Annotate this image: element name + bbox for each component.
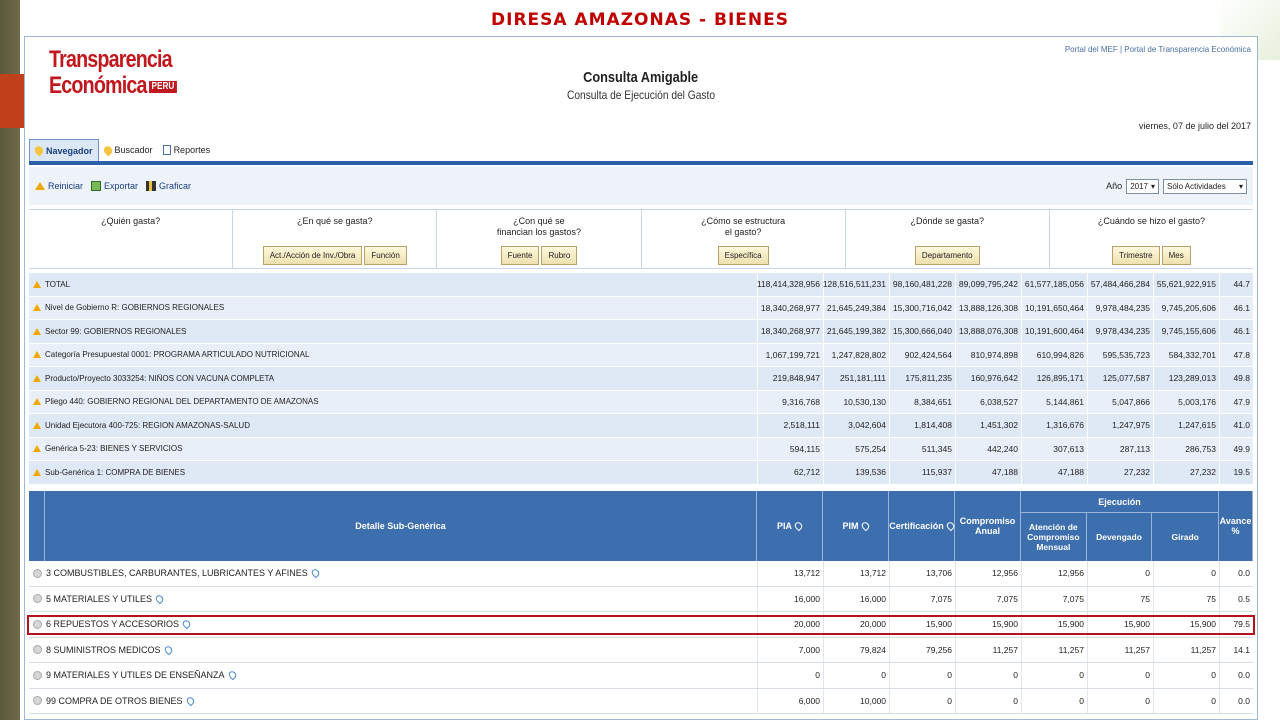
summary-cell: 5,047,866 (1087, 391, 1153, 414)
summary-cell: 27,232 (1087, 461, 1153, 484)
question-cuando-gasto: ¿Cuándo se hizo el gasto? Trimestre Mes (1050, 210, 1253, 268)
info-pin-icon[interactable] (185, 696, 196, 706)
page-title: Consulta Amigable (583, 69, 699, 86)
summary-row-label: Producto/Proyecto 3033254: NIÑOS CON VACUNA COMPLETA (45, 373, 275, 383)
col-certificacion[interactable]: Certificación (889, 491, 955, 561)
col-pim[interactable]: PIM (823, 491, 889, 561)
summary-row-label: Categoría Presupuestal 0001: PROGRAMA ARTICULADO NUTRICIONAL (45, 350, 310, 360)
col-avance[interactable]: Avance % (1219, 491, 1253, 561)
summary-cell: 6,038,527 (955, 391, 1021, 414)
tab-underline (29, 161, 1253, 165)
detail-row-label: 5 MATERIALES Y UTILES (46, 593, 153, 604)
dropdown-arrow-icon: ▾ (1150, 181, 1155, 191)
detail-row[interactable] (29, 689, 1253, 715)
summary-cell: 10,191,600,464 (1021, 320, 1087, 343)
question-row (29, 209, 1253, 269)
detail-cell: 13,712 (757, 561, 823, 586)
summary-cell: 123,289,013 (1153, 367, 1219, 390)
radio-icon[interactable] (33, 696, 42, 705)
detail-cell: 0.0 (1219, 663, 1253, 688)
radio-icon[interactable] (33, 645, 42, 654)
detail-cell: 0 (1153, 689, 1219, 714)
detail-table (29, 491, 1253, 714)
summary-cell: 160,976,642 (955, 367, 1021, 390)
summary-row[interactable] (29, 297, 1253, 321)
col-pia[interactable]: PIA (757, 491, 823, 561)
col-ejecucion: Ejecución (1021, 491, 1218, 513)
funcion-button[interactable]: Función (364, 246, 406, 265)
detail-cell: 79,824 (823, 638, 889, 663)
detail-row-label: 3 COMBUSTIBLES, CARBURANTES, LUBRICANTES Y AFINES (46, 568, 308, 579)
detail-cell: 0.0 (1219, 561, 1253, 586)
summary-row[interactable] (29, 367, 1253, 391)
summary-cell: 584,332,701 (1153, 344, 1219, 367)
detail-cell: 20,000 (823, 612, 889, 637)
col-devengado[interactable]: Devengado (1087, 513, 1153, 561)
summary-cell: 125,077,587 (1087, 367, 1153, 390)
summary-cell: 18,340,268,977 (757, 320, 823, 343)
summary-cell: 27,232 (1153, 461, 1219, 484)
slide-accent-block (0, 74, 24, 128)
detail-cell: 0 (889, 663, 955, 688)
rubro-button[interactable]: Rubro (541, 246, 577, 265)
summary-cell: 62,712 (757, 461, 823, 484)
dropdown-arrow-icon: ▾ (1238, 181, 1243, 191)
search-icon (102, 144, 114, 156)
summary-cell: 98,160,481,228 (889, 273, 955, 296)
question-en-que-gasta: ¿En qué se gasta? Act./Acción de Inv./Obra Función (233, 210, 437, 268)
summary-cell: 18,340,268,977 (757, 297, 823, 320)
year-filter (1106, 179, 1247, 194)
summary-cell: 115,937 (889, 461, 955, 484)
detail-cell: 79,256 (889, 638, 955, 663)
activity-filter-select[interactable]: Sólo Actividades ▾ (1163, 179, 1247, 194)
detail-cell: 11,257 (1153, 638, 1219, 663)
col-compromiso[interactable]: Compromiso Anual (955, 491, 1021, 561)
page-title-block (25, 69, 1257, 102)
detail-cell: 15,900 (955, 612, 1021, 637)
expand-icon[interactable] (33, 351, 41, 358)
detail-row-label: 8 SUMINISTROS MEDICOS (46, 644, 161, 655)
summary-cell: 902,424,564 (889, 344, 955, 367)
question-donde-gasta: ¿Dónde se gasta? Departamento (846, 210, 1050, 268)
col-detalle: Detalle Sub-Genérica (45, 491, 757, 561)
summary-cell: 15,300,716,042 (889, 297, 955, 320)
logo-badge: PERU (149, 81, 177, 93)
detail-cell: 16,000 (823, 587, 889, 612)
summary-cell: 139,536 (823, 461, 889, 484)
col-girado[interactable]: Girado (1171, 532, 1199, 542)
summary-cell: 251,181,111 (823, 367, 889, 390)
summary-cell: 128,516,511,231 (823, 273, 889, 296)
chart-icon (146, 181, 156, 191)
info-pin-icon[interactable] (163, 645, 174, 655)
detail-cell: 0.0 (1219, 689, 1253, 714)
tab-navegador[interactable]: Navegador (29, 139, 99, 161)
summary-cell: 55,621,922,915 (1153, 273, 1219, 296)
summary-cell: 46.1 (1219, 320, 1253, 343)
summary-cell: 9,745,155,606 (1153, 320, 1219, 343)
summary-cell: 810,974,898 (955, 344, 1021, 367)
summary-cell: 5,144,861 (1021, 391, 1087, 414)
logo-line-2: Económica (49, 72, 147, 99)
summary-cell: 442,240 (955, 438, 1021, 461)
radio-icon[interactable] (33, 671, 42, 680)
summary-row-label: Sub-Genérica 1: COMPRA DE BIENES (45, 467, 186, 477)
summary-cell: 21,645,249,384 (823, 297, 889, 320)
radio-icon[interactable] (33, 594, 42, 603)
summary-cell: 595,535,723 (1087, 344, 1153, 367)
site-header (25, 37, 1257, 117)
summary-cell: 1,451,302 (955, 414, 1021, 437)
detail-cell: 0 (1021, 663, 1087, 688)
summary-cell: 118,414,328,956 (757, 273, 823, 296)
detail-cell: 11,257 (1087, 638, 1153, 663)
summary-cell: 49.8 (1219, 367, 1253, 390)
detail-body (29, 561, 1253, 714)
reset-icon (35, 182, 45, 190)
expand-icon[interactable] (33, 281, 41, 288)
detail-row[interactable] (29, 638, 1253, 664)
summary-row[interactable] (29, 391, 1253, 415)
summary-cell: 511,345 (889, 438, 955, 461)
summary-cell: 126,895,171 (1021, 367, 1087, 390)
detail-cell: 6,000 (757, 689, 823, 714)
year-select[interactable]: 2017 ▾ (1126, 179, 1159, 194)
summary-cell: 9,316,768 (757, 391, 823, 414)
detail-row-label: 9 MATERIALES Y UTILES DE ENSEÑANZA (46, 670, 225, 681)
top-links[interactable]: Portal del MEF | Portal de Transparencia Económica (1064, 45, 1251, 54)
radio-icon[interactable] (33, 569, 42, 578)
detail-cell: 0.5 (1219, 587, 1253, 612)
summary-cell: 21,645,199,382 (823, 320, 889, 343)
summary-row[interactable] (29, 320, 1253, 344)
summary-cell: 3,042,604 (823, 414, 889, 437)
summary-row-label: TOTAL (45, 279, 71, 289)
question-quien-gasta: ¿Quién gasta? (29, 210, 233, 268)
info-pin-icon[interactable] (154, 594, 165, 604)
lightbulb-icon (33, 144, 45, 156)
detail-cell: 12,956 (1021, 561, 1087, 586)
expand-icon[interactable] (33, 422, 41, 429)
summary-cell: 9,978,484,235 (1087, 297, 1153, 320)
summary-cell: 19.5 (1219, 461, 1253, 484)
slide-title: DIRESA AMAZONAS - BIENES (491, 10, 789, 30)
expand-icon[interactable] (33, 375, 41, 382)
info-pin-icon (793, 521, 804, 532)
detail-cell: 11,257 (1021, 638, 1087, 663)
tab-buscador[interactable]: Buscador (99, 139, 158, 161)
radio-icon[interactable] (33, 620, 42, 629)
detail-cell: 14.1 (1219, 638, 1253, 663)
toolbar (29, 167, 1253, 205)
detail-cell: 0 (1021, 689, 1087, 714)
info-pin-icon[interactable] (227, 670, 238, 680)
detail-row-label: 99 COMPRA DE OTROS BIENES (46, 695, 183, 706)
fuente-button[interactable]: Fuente (501, 246, 540, 265)
summary-cell: 13,888,126,308 (955, 297, 1021, 320)
departamento-button[interactable]: Departamento (915, 246, 980, 265)
graficar-button[interactable]: Graficar (146, 181, 191, 191)
summary-cell: 175,811,235 (889, 367, 955, 390)
detail-cell: 13,706 (889, 561, 955, 586)
detail-cell: 12,956 (955, 561, 1021, 586)
detail-row[interactable] (29, 612, 1253, 638)
detail-cell: 10,000 (823, 689, 889, 714)
expand-icon[interactable] (33, 445, 41, 452)
summary-cell: 47,188 (955, 461, 1021, 484)
info-pin-icon (945, 521, 956, 532)
summary-cell: 41.0 (1219, 414, 1253, 437)
col-atencion[interactable]: Atención de Compromiso Mensual (1021, 513, 1087, 561)
summary-cell: 47.8 (1219, 344, 1253, 367)
detail-cell: 75 (1153, 587, 1219, 612)
summary-row-label: Unidad Ejecutora 400-725: REGION AMAZONAS-SALUD (45, 420, 250, 430)
detail-cell: 0 (889, 689, 955, 714)
info-pin-icon (860, 521, 871, 532)
detail-row[interactable] (29, 561, 1253, 587)
summary-row[interactable] (29, 461, 1253, 485)
detail-row-label: 6 REPUESTOS Y ACCESORIOS (46, 619, 180, 630)
detail-cell: 0 (1153, 663, 1219, 688)
summary-cell: 219,848,947 (757, 367, 823, 390)
question-con-que-financian: ¿Con qué se financian los gastos? Fuente Rubro (437, 210, 641, 268)
logo-line-1: Transparencia (49, 46, 172, 73)
summary-cell: 47,188 (1021, 461, 1087, 484)
detail-cell: 7,075 (889, 587, 955, 612)
summary-cell: 10,191,650,464 (1021, 297, 1087, 320)
year-label: Año (1106, 181, 1123, 191)
detail-cell: 0 (955, 689, 1021, 714)
summary-table (29, 273, 1253, 485)
detail-row[interactable] (29, 587, 1253, 613)
detail-cell: 20,000 (757, 612, 823, 637)
summary-row[interactable] (29, 438, 1253, 462)
info-pin-icon[interactable] (181, 619, 192, 629)
summary-cell: 57,484,466,284 (1087, 273, 1153, 296)
info-pin-icon[interactable] (310, 568, 321, 578)
summary-cell: 1,247,615 (1153, 414, 1219, 437)
summary-cell: 1,247,828,802 (823, 344, 889, 367)
summary-row-label: Genérica 5-23: BIENES Y SERVICIOS (45, 444, 183, 454)
trimestre-button[interactable]: Trimestre (1112, 246, 1159, 265)
expand-icon[interactable] (33, 398, 41, 405)
act-accion-button[interactable]: Act./Acción de Inv./Obra (263, 246, 363, 265)
summary-row[interactable] (29, 273, 1253, 297)
detail-cell: 11,257 (955, 638, 1021, 663)
summary-cell: 1,814,408 (889, 414, 955, 437)
detail-cell: 0 (757, 663, 823, 688)
summary-row-label: Sector 99: GOBIERNOS REGIONALES (45, 326, 187, 336)
detail-cell: 0 (823, 663, 889, 688)
expand-icon[interactable] (33, 469, 41, 476)
detail-cell: 7,075 (1021, 587, 1087, 612)
detail-cell: 7,000 (757, 638, 823, 663)
summary-cell: 5,003,176 (1153, 391, 1219, 414)
detail-cell: 13,712 (823, 561, 889, 586)
page-subtitle: Consulta de Ejecución del Gasto (566, 88, 715, 102)
summary-cell: 15,300,666,040 (889, 320, 955, 343)
summary-cell: 1,316,676 (1021, 414, 1087, 437)
summary-cell: 287,113 (1087, 438, 1153, 461)
detail-cell: 75 (1087, 587, 1153, 612)
summary-cell: 1,247,975 (1087, 414, 1153, 437)
detail-cell: 15,900 (1021, 612, 1087, 637)
detail-cell: 7,075 (955, 587, 1021, 612)
summary-cell: 44.7 (1219, 273, 1253, 296)
summary-row[interactable] (29, 344, 1253, 368)
tab-reportes[interactable]: Reportes (158, 139, 216, 161)
detail-row[interactable] (29, 663, 1253, 689)
detail-cell: 0 (955, 663, 1021, 688)
detail-cell: 0 (1153, 561, 1219, 586)
detail-cell: 15,900 (1087, 612, 1153, 637)
question-como-estructura: ¿Cómo se estructura el gasto? Específica (642, 210, 846, 268)
summary-cell: 10,530,130 (823, 391, 889, 414)
summary-row[interactable] (29, 414, 1253, 438)
screenshot-panel (24, 36, 1258, 720)
summary-cell: 9,978,434,235 (1087, 320, 1153, 343)
exportar-button[interactable]: Exportar (91, 181, 138, 191)
document-icon (163, 145, 171, 155)
excel-icon (91, 181, 101, 191)
detail-header-row (29, 491, 1253, 561)
col-ejecucion-group (1021, 491, 1219, 561)
tab-bar (29, 137, 215, 161)
detail-cell: 15,900 (889, 612, 955, 637)
summary-cell: 46.1 (1219, 297, 1253, 320)
summary-cell: 9,745,205,606 (1153, 297, 1219, 320)
summary-cell: 1,067,199,721 (757, 344, 823, 367)
detail-cell: 0 (1087, 689, 1153, 714)
summary-cell: 49.9 (1219, 438, 1253, 461)
mes-button[interactable]: Mes (1162, 246, 1191, 265)
summary-cell: 61,577,185,056 (1021, 273, 1087, 296)
detail-cell: 16,000 (757, 587, 823, 612)
summary-cell: 2,518,111 (757, 414, 823, 437)
reiniciar-button[interactable]: Reiniciar (35, 181, 83, 191)
especifica-button[interactable]: Específica (718, 246, 769, 265)
detail-cell: 0 (1087, 561, 1153, 586)
current-date: viernes, 07 de julio del 2017 (1138, 121, 1251, 131)
summary-cell: 594,115 (757, 438, 823, 461)
expand-icon[interactable] (33, 304, 41, 311)
expand-icon[interactable] (33, 328, 41, 335)
summary-cell: 13,888,076,308 (955, 320, 1021, 343)
detail-cell: 79.5 (1219, 612, 1253, 637)
summary-cell: 610,994,826 (1021, 344, 1087, 367)
summary-cell: 286,753 (1153, 438, 1219, 461)
detail-cell: 0 (1087, 663, 1153, 688)
summary-cell: 8,384,651 (889, 391, 955, 414)
summary-cell: 307,613 (1021, 438, 1087, 461)
summary-row-label: Nivel de Gobierno R: GOBIERNOS REGIONALES (45, 303, 225, 313)
detail-cell: 15,900 (1153, 612, 1219, 637)
summary-row-label: Pliego 440: GOBIERNO REGIONAL DEL DEPARTAMENTO DE AMAZONAS (45, 397, 319, 407)
summary-cell: 47.9 (1219, 391, 1253, 414)
summary-cell: 575,254 (823, 438, 889, 461)
summary-cell: 89,099,795,242 (955, 273, 1021, 296)
